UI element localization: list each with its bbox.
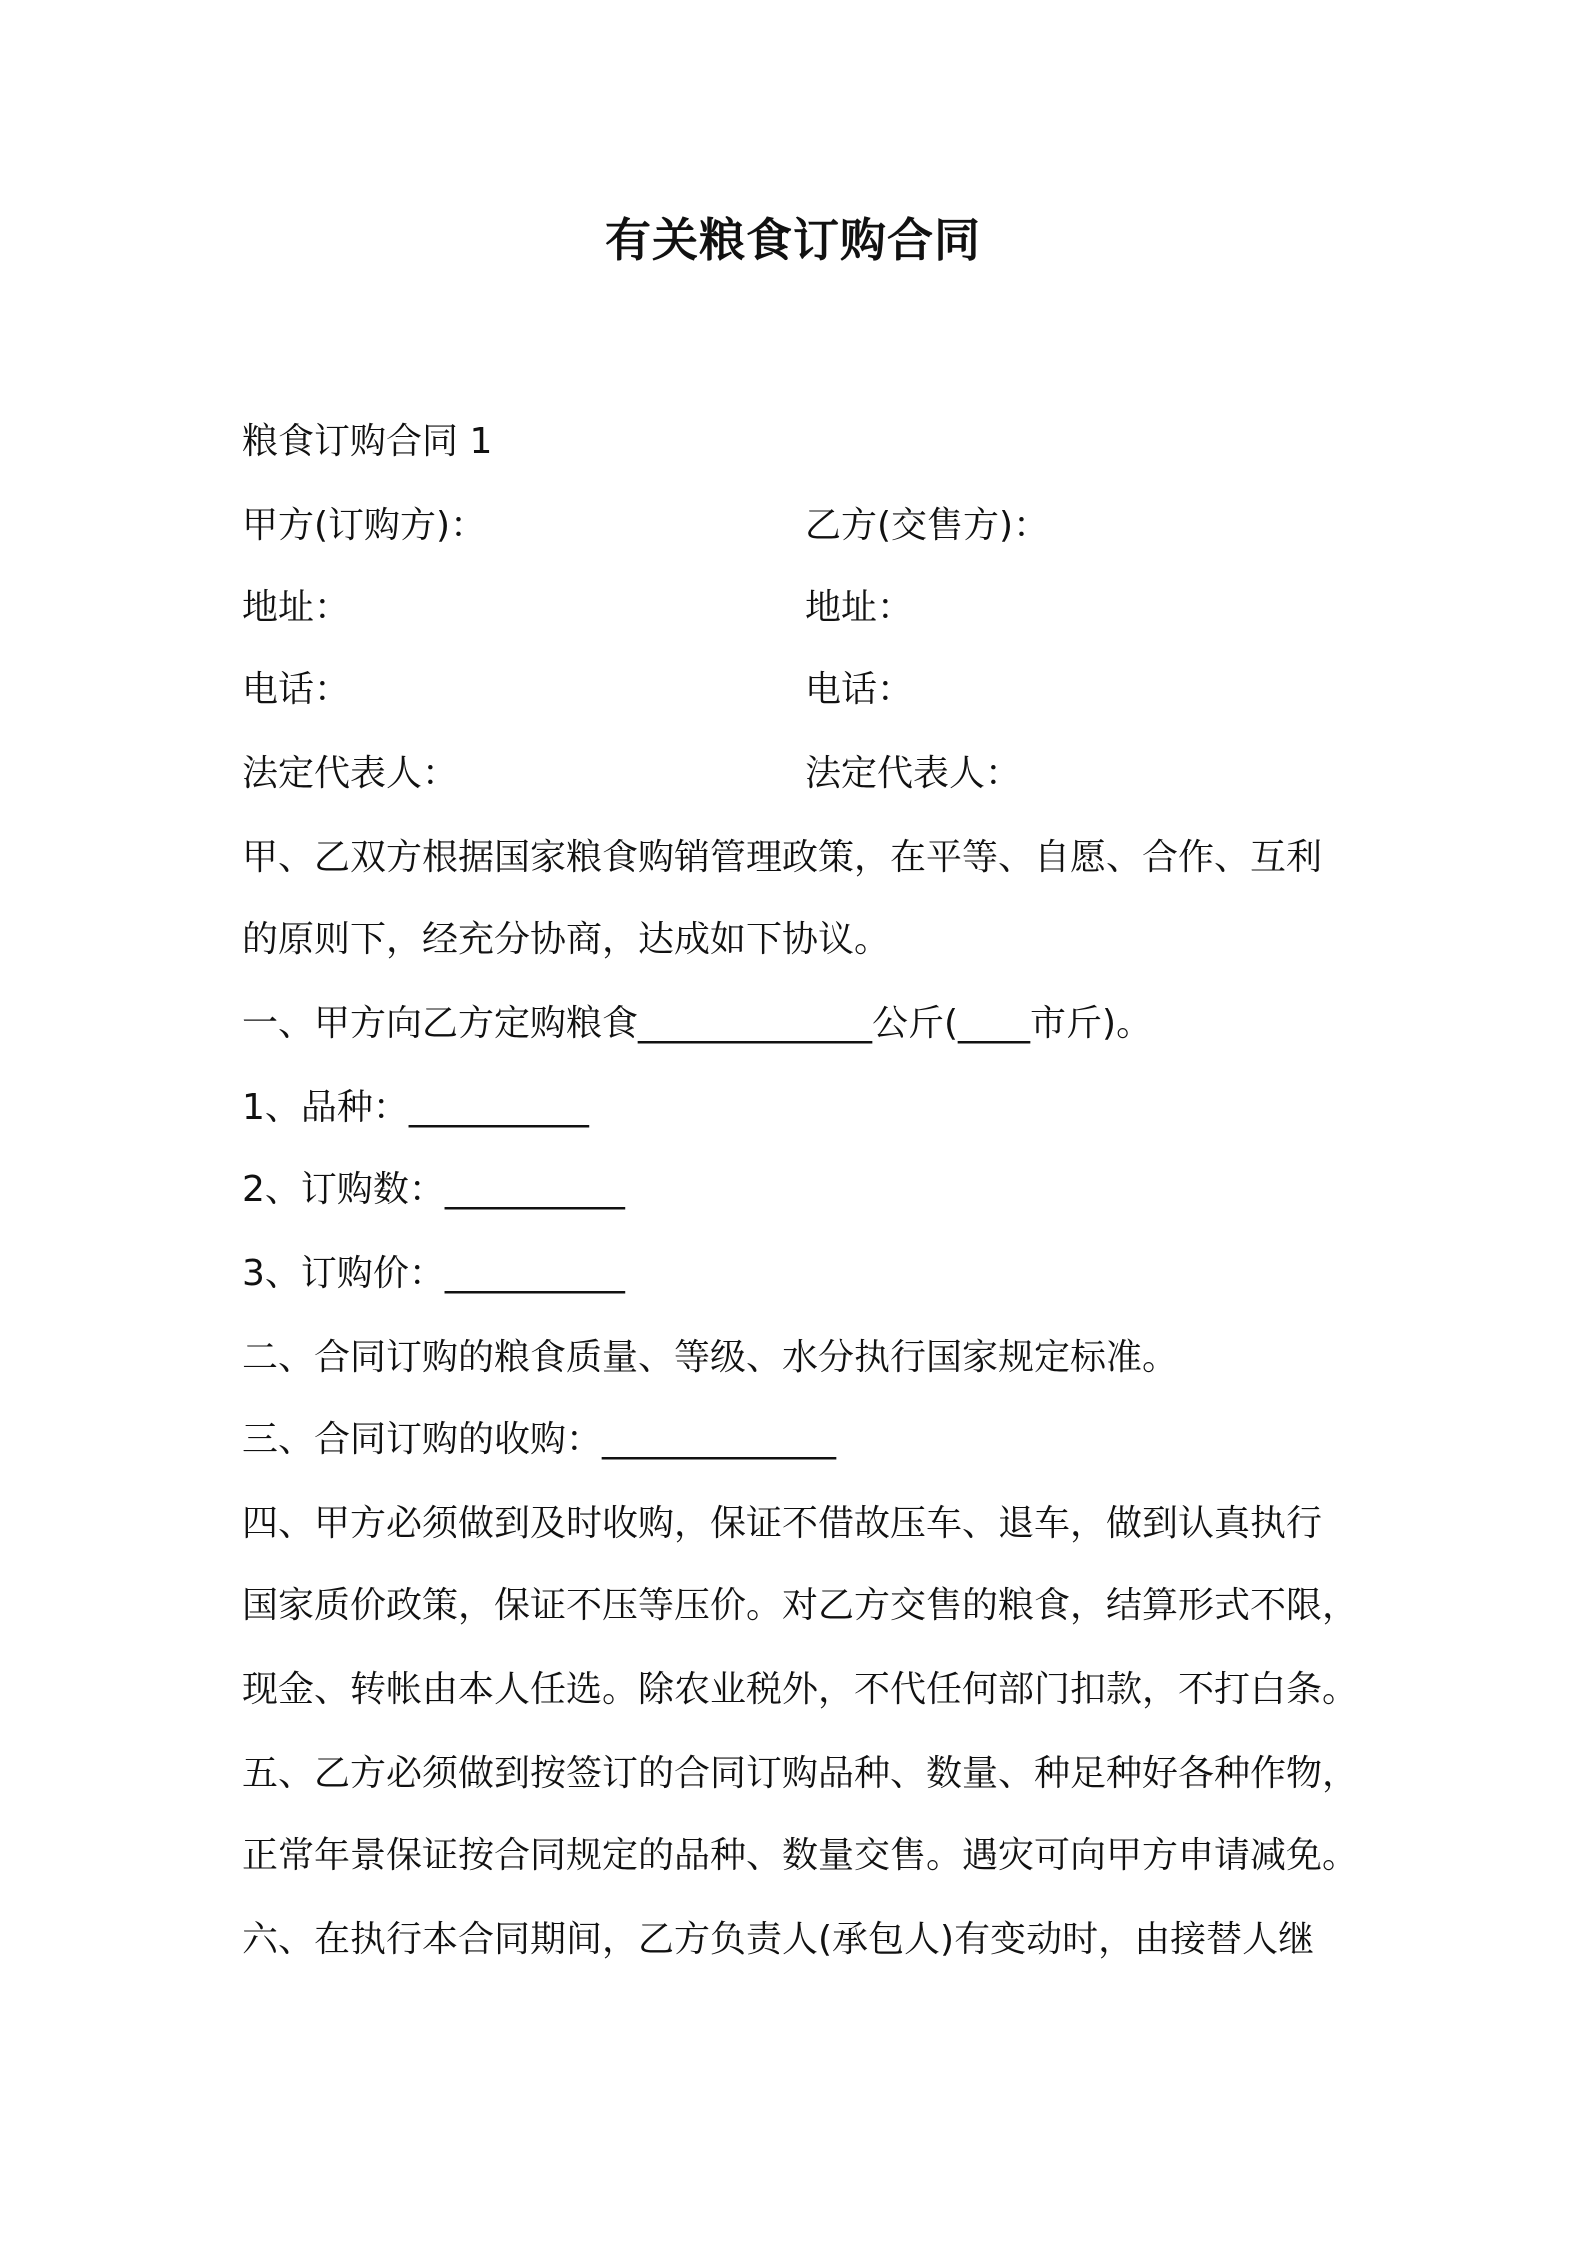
clause-line: 正常年景保证按合同规定的品种、数量交售。遇灾可向甲方申请减免。 bbox=[242, 1835, 1359, 1876]
clause-line: 二、合同订购的粮食质量、等级、水分执行国家规定标准。 bbox=[242, 1337, 1179, 1378]
body-paragraph-line: 的原则下，经充分协商，达成如下协议。 bbox=[242, 919, 891, 960]
party-a-address-label: 地址： bbox=[242, 587, 351, 628]
document-title: 有关粮食订购合同 bbox=[605, 213, 981, 267]
clause-line: 一、甲方向乙方定购粮食_____________公斤(____市斤)。 bbox=[242, 1003, 1153, 1044]
clause-line: 现金、转帐由本人任选。除农业税外，不代任何部门扣款，不打白条。 bbox=[242, 1669, 1359, 1710]
party-a-name-label: 甲方(订购方)： bbox=[242, 505, 487, 546]
party-b-phone-label: 电话： bbox=[805, 669, 914, 710]
clause-line: 1、品种：__________ bbox=[242, 1087, 589, 1128]
contract-subtitle: 粮食订购合同 1 bbox=[242, 421, 493, 462]
body-paragraph-line: 甲、乙双方根据国家粮食购销管理政策，在平等、自愿、合作、互利 bbox=[242, 837, 1323, 878]
party-b-legal-rep-label: 法定代表人： bbox=[805, 753, 1022, 794]
clause-line: 2、订购数：__________ bbox=[242, 1169, 625, 1210]
party-b-address-label: 地址： bbox=[805, 587, 914, 628]
clause-line: 四、甲方必须做到及时收购，保证不借故压车、退车，做到认真执行 bbox=[242, 1503, 1323, 1544]
clause-line: 国家质价政策，保证不压等压价。对乙方交售的粮食，结算形式不限， bbox=[242, 1585, 1359, 1626]
party-b-name-label: 乙方(交售方)： bbox=[805, 505, 1050, 546]
clause-line: 三、合同订购的收购：_____________ bbox=[242, 1419, 837, 1460]
clause-line: 六、在执行本合同期间，乙方负责人(承包人)有变动时，由接替人继 bbox=[242, 1919, 1315, 1960]
party-a-phone-label: 电话： bbox=[242, 669, 351, 710]
party-a-legal-rep-label: 法定代表人： bbox=[242, 753, 459, 794]
clause-line: 五、乙方必须做到按签订的合同订购品种、数量、种足种好各种作物， bbox=[242, 1753, 1359, 1794]
clause-line: 3、订购价：__________ bbox=[242, 1253, 625, 1294]
